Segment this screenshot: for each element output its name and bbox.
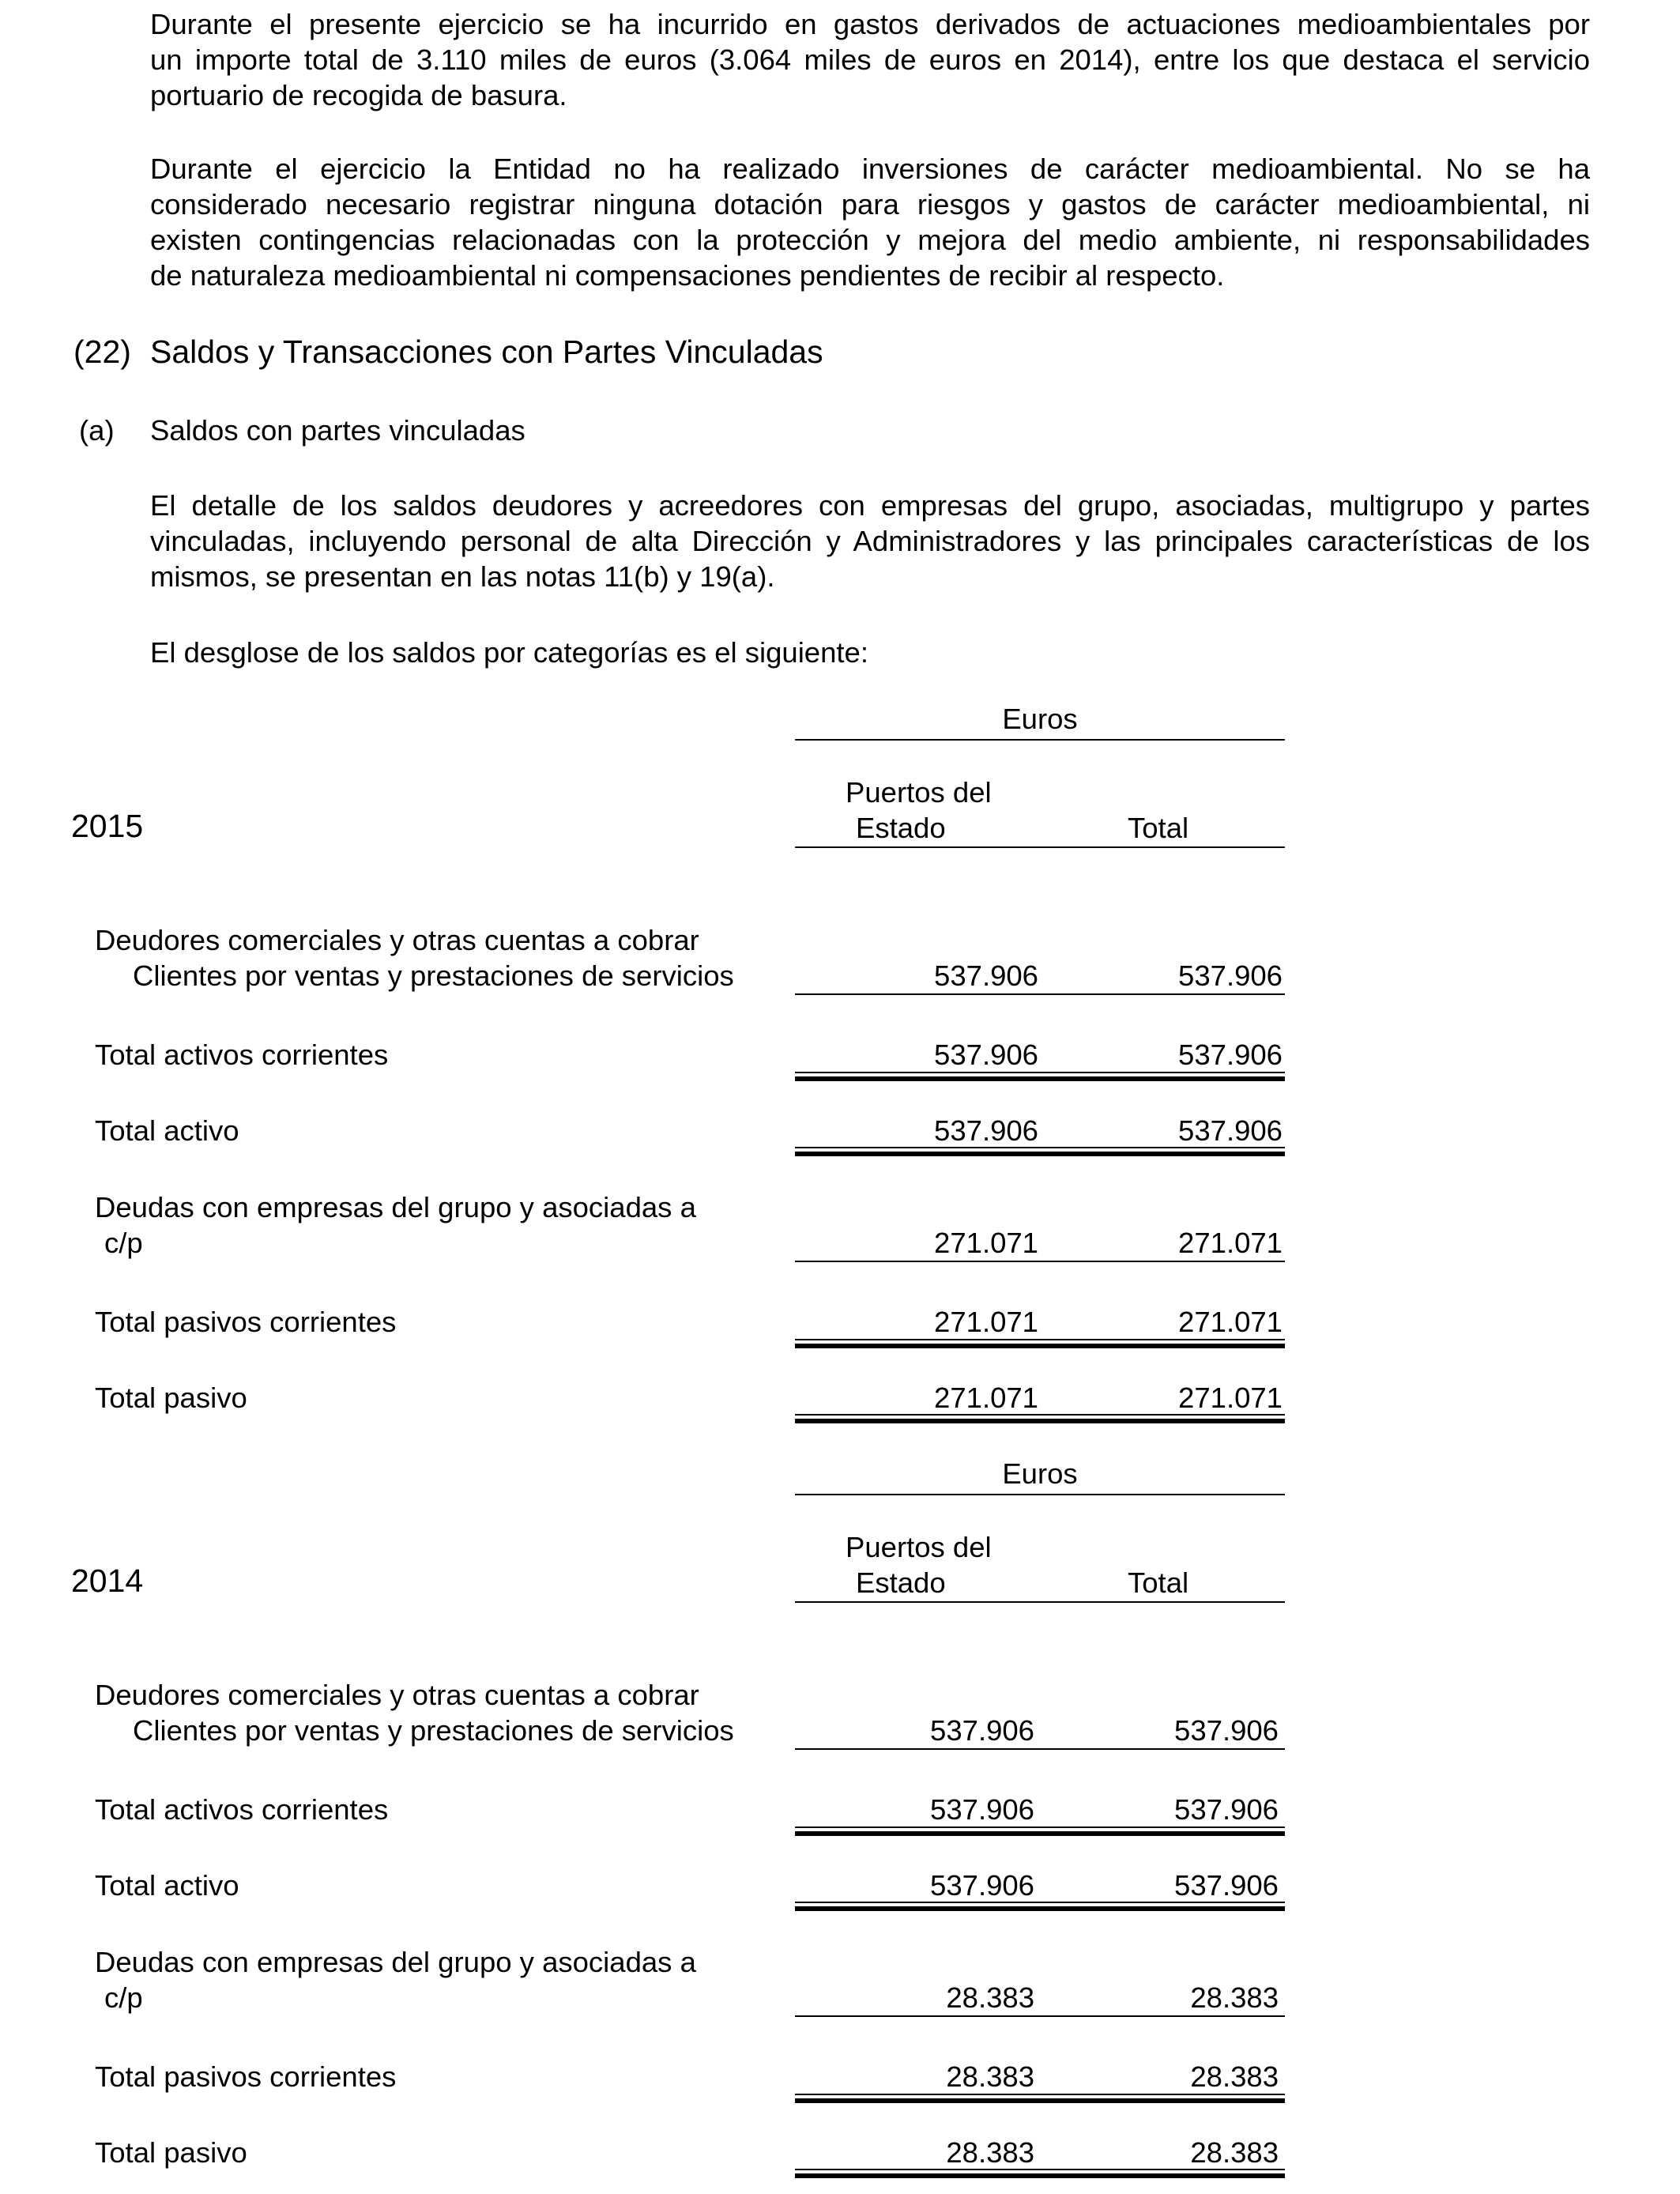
row-rule	[795, 1147, 1285, 1148]
row-rule	[795, 1072, 1285, 1073]
header-rule	[795, 1601, 1285, 1603]
text-line: Durante el ejercicio la Entidad no ha realizado inversiones de carácter medioambiental. No se ha	[150, 153, 1590, 185]
total-rule	[795, 1076, 1285, 1081]
row-label: Total pasivo	[95, 2136, 247, 2169]
row-value-puertos: 271.071	[934, 1382, 1038, 1414]
row-rule	[795, 2015, 1285, 2017]
col-header-puertos: Puertos del	[846, 1531, 992, 1563]
row-label: Deudas con empresas del grupo y asociadas a	[95, 1191, 696, 1223]
row-label: c/p	[104, 1227, 143, 1259]
row-label: c/p	[104, 1981, 143, 2014]
row-value-puertos: 271.071	[934, 1306, 1038, 1338]
text-line: existen contingencias relacionadas con la protección y mejora del medio ambiente, ni responsabilidades	[150, 224, 1590, 256]
row-label: Deudas con empresas del grupo y asociadas a	[95, 1946, 696, 1978]
row-value-total: 28.383	[1190, 1981, 1279, 2014]
header-rule	[795, 739, 1285, 741]
row-value-total: 28.383	[1190, 2060, 1279, 2093]
group-label: Deudores comerciales y otras cuentas a cobrar	[95, 924, 699, 956]
row-label: Total activo	[95, 1114, 239, 1147]
total-rule	[795, 2173, 1285, 2178]
row-rule	[795, 2169, 1285, 2170]
text-line: vinculadas, incluyendo personal de alta Dirección y Administradores y las principales características de los	[150, 525, 1590, 557]
row-label: Clientes por ventas y prestaciones de servicios	[133, 959, 734, 992]
total-rule	[795, 1344, 1285, 1348]
row-rule	[795, 1902, 1285, 1903]
currency-header: Euros	[1002, 703, 1078, 735]
text-line: Durante el presente ejercicio se ha incurrido en gastos derivados de actuaciones medioambientales por	[150, 8, 1590, 40]
col-header-estado: Estado	[856, 812, 946, 844]
row-rule	[795, 1748, 1285, 1750]
total-rule	[795, 1152, 1285, 1156]
row-label: Total pasivo	[95, 1382, 247, 1414]
row-label: Clientes por ventas y prestaciones de servicios	[133, 1714, 734, 1747]
row-rule	[795, 993, 1285, 995]
row-label: Total activo	[95, 1869, 239, 1902]
row-value-total: 271.071	[1178, 1227, 1283, 1259]
table-year: 2014	[71, 1563, 144, 1599]
row-value-total: 537.906	[1178, 1114, 1283, 1147]
row-value-total: 537.906	[1178, 1039, 1283, 1071]
row-value-puertos: 537.906	[930, 1793, 1034, 1826]
subsection-title: Saldos con partes vinculadas	[150, 414, 525, 447]
row-value-puertos: 28.383	[946, 2060, 1034, 2093]
row-value-total: 28.383	[1190, 2136, 1279, 2169]
row-label: Total activos corrientes	[95, 1039, 389, 1071]
row-rule	[795, 2094, 1285, 2095]
row-value-puertos: 271.071	[934, 1227, 1038, 1259]
currency-header: Euros	[1002, 1457, 1078, 1490]
paragraph-environmental-investments	[150, 151, 1590, 293]
row-value-total: 537.906	[1178, 959, 1283, 992]
text-line: de naturaleza medioambiental ni compensaciones pendientes de recibir al respecto.	[150, 259, 1225, 292]
row-rule	[795, 1826, 1285, 1828]
header-rule	[795, 1494, 1285, 1495]
table-year: 2015	[71, 808, 144, 844]
col-header-total: Total	[1128, 812, 1189, 844]
row-label: Total activos corrientes	[95, 1793, 389, 1826]
col-header-estado: Estado	[856, 1566, 946, 1599]
text-line: considerado necesario registrar ninguna dotación para riesgos y gastos de carácter medioambiental, ni	[150, 188, 1590, 221]
row-value-puertos: 537.906	[934, 1039, 1038, 1071]
row-value-total: 537.906	[1174, 1793, 1279, 1826]
row-label: Total pasivos corrientes	[95, 2060, 397, 2093]
section-number: (22)	[73, 334, 131, 370]
total-rule	[795, 1906, 1285, 1911]
text-line: un importe total de 3.110 miles de euros (3.064 miles de euros en 2014), entre los que destaca el servicio	[150, 43, 1590, 76]
row-value-total: 537.906	[1174, 1714, 1279, 1747]
section-title: Saldos y Transacciones con Partes Vinculadas	[150, 334, 823, 370]
row-value-puertos: 537.906	[934, 1114, 1038, 1147]
row-value-puertos: 537.906	[930, 1714, 1034, 1747]
paragraph-environmental-expenses	[150, 6, 1590, 113]
total-rule	[795, 2098, 1285, 2103]
row-value-puertos: 28.383	[946, 2136, 1034, 2169]
text-line: portuario de recogida de basura.	[150, 79, 567, 111]
row-rule	[795, 1339, 1285, 1340]
total-rule	[795, 1831, 1285, 1836]
row-value-puertos: 537.906	[934, 959, 1038, 992]
row-value-total: 271.071	[1178, 1306, 1283, 1338]
col-header-total: Total	[1128, 1566, 1189, 1599]
row-label: Total pasivos corrientes	[95, 1306, 397, 1338]
text-line: El detalle de los saldos deudores y acreedores con empresas del grupo, asociadas, multigrupo y partes	[150, 489, 1590, 522]
paragraph-breakdown-intro: El desglose de los saldos por categorías es el siguiente:	[150, 636, 868, 669]
group-label: Deudores comerciales y otras cuentas a cobrar	[95, 1679, 699, 1711]
col-header-puertos: Puertos del	[846, 776, 992, 809]
text-line: mismos, se presentan en las notas 11(b) y 19(a).	[150, 560, 775, 593]
total-rule	[795, 1419, 1285, 1423]
row-rule	[795, 1414, 1285, 1416]
row-value-puertos: 28.383	[946, 1981, 1034, 2014]
row-value-total: 271.071	[1178, 1382, 1283, 1414]
row-value-total: 537.906	[1174, 1869, 1279, 1902]
row-value-puertos: 537.906	[930, 1869, 1034, 1902]
row-rule	[795, 1261, 1285, 1262]
subsection-letter: (a)	[79, 414, 115, 447]
header-rule	[795, 846, 1285, 848]
paragraph-balances-detail	[150, 488, 1590, 594]
